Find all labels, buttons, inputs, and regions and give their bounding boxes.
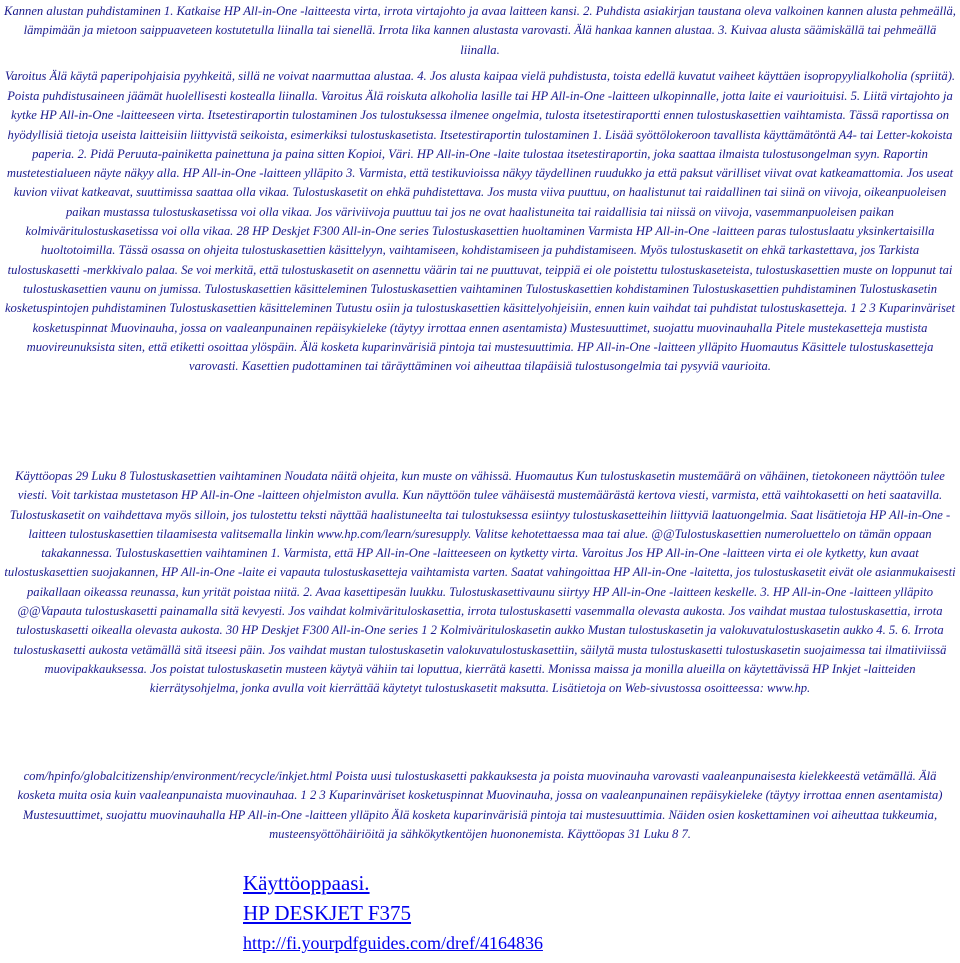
paragraph-replacing-cartridges: Käyttöopas 29 Luku 8 Tulostuskasettien vaihtaminen Noudata näitä ohjeita, kun muste on vähissä. Huomautus Kun tulostuskasetin mustemäärä on vähäinen, tietokoneen näyttöön tulee viesti. Voit tarkistaa mustetason HP All-in-One -laitteen ohjelmiston avulla. Kun näyttöön tulee vähäisestä mustemäärästä kertova viesti, varmista, että vaihtokasetti on heti saatavilla. Tulostuskasetit on vaihdettava myös silloin, jos tulostettu teksti näyttää haalistuneelta tai tulostuksessa esiintyy tulostuskasetteihin liittyviä laatuongelmia. Saat lisätietoja HP All-in-One -laitteen tulostuskasettien tilaamisesta valitsemalla linkin www.hp.com/learn/suresupply. Valitse kehotettaessa maa tai alue. @@Tulostuskasettien numeroluettelo on tämän oppaan takakannessa. Tulostuskasettien vaihtaminen 1. Varmista, että HP All-in-One -laitteeseen on kytketty virta. Varoitus Jos HP All-in-One -laitteen virta ei ole kytketty, kun avaat tulostuskasettien suojakannen, HP All-in-One -laite ei vapauta tulostuskasetteja vaihtamista varten. Saatat vahingoittaa HP All-in-One -laitetta, jos tulostuskasetit eivät ole asianmukaisesti paikallaan oikeassa reunassa, kun yrität poistaa niitä. 2. Avaa kasettipesän luukku. Tulostuskasettivaunu siirtyy HP All-in-One -laitteen keskelle. 3. HP All-in-One -laitteen ylläpito @@Vapauta tulostuskasetti painamalla sitä kevyesti. Jos vaihdat kolmivärituloskasettia, irrota tulostuskasetti vasemmalla olevasta aukosta. Jos vaihdat mustaa tulostuskasettia, irrota tulostuskasetti oikealla olevasta aukosta. 30 HP Deskjet F300 All-in-One series 1 2 Kolmivärituloskasetin aukko Mustan tulostuskasetin ja valokuvatulostuskasetin aukko 4. 5. 6. Irrota tulostuskasetti aukosta vetämällä sitä itseesi päin. Jos vaihdat mustan tulostuskasetin valokuvatulostuskasettiin, säilytä musta tulostuskasetti tulostuskasetin suojaimessa tai ilmatiiviissä muovipakkauksessa. Jos poistat tulostuskasetin musteen käytyä vähiin tai loputtua, kierrätä kasetti. Monissa maissa ja monilla alueilla on käytettävissä HP Inkjet -laitteiden kierrätysohjelma, jonka avulla voit kierrättää käytetyt tulostuskasetit maksutta. Lisätietoja on Web-sivustossa osoitteessa: www.hp. [4, 469, 956, 696]
paragraph-isopropyl-warning: Varoitus Älä käytä paperipohjaisia pyyhkeitä, sillä ne voivat naarmuttaa alustaa. 4. Jos alusta kaipaa vielä puhdistusta, toista edellä kuvatut vaiheet käyttäen isopropyylialkoholia (spriitä). [4, 69, 956, 83]
guide-link[interactable]: Käyttöoppaasi. [243, 871, 370, 895]
product-link[interactable]: HP DESKJET F375 [243, 901, 412, 925]
paragraph-self-test-and-cartridges: Poista puhdistusaineen jäämät huolellisesti kostealla liinalla. Varoitus Älä roiskuta alkoholia lasille tai HP All-in-One -laitteen ulkopinnalle, jotta laite ei vaurioituisi. 5. Liitä virtajohto ja kytke HP All-in-One -laitteeseen virta. Itsetestiraportin tulostaminen Jos tulostuksessa ilmenee ongelmia, tulosta itsetestiraportti ennen tulostuskasettien vaihtamista. Tässä raportissa on hyödyllisiä tietoja useista laitteisiin liittyvistä seikoista, esimerkiksi tulostuskasetista. Itsetestiraportin tulostaminen 1. Lisää syöttölokeroon tavallista käyttämätöntä A4- tai Letter-kokoista paperia. 2. Pidä Peruuta-painiketta painettuna ja paina sitten Kopioi, Väri. HP All-in-One -laite tulostaa itsetestiraportin, joka saattaa ilmaista tulostusongelman syyn. Raportin mustetestialueen näyte näkyy alla. HP All-in-One -laitteen ylläpito 3. Varmista, että testikuvioissa näkyy täydellinen ruudukko ja että paksut värilliset viivat ovat katkeamattomia. Jos useat kuvion viivat katkeavat, suuttimissa saattaa olla vikaa. Tulostuskasetit on ehkä puhdistettava. Jos musta viiva puuttuu, on haalistunut tai raidallinen tai siinä on viivoja, oikeanpuoleisen paikan mustassa tulostuskasetissa voi olla vikaa. Jos väriviivoja puuttuu tai jos ne ovat haalistuneita tai raidallisia tai niissä on viivoja, vasemmanpuoleisen paikan kolmiväritulostuskasetissa voi olla vikaa. 28 HP Deskjet F300 All-in-One series Tulostuskasettien huoltaminen Varmista HP All-in-One -laitteen paras tulostuslaatu yksinkertaisilla huoltotoimilla. Tässä osassa on ohjeita tulostuskasettien käsittelyyn, vaihtamiseen, kohdistamiseen ja puhdistamiseen. Myös tulostuskasetit on ehkä tarkastettava, jos Tarkista tulostuskasetti -merkkivalo palaa. Se voi merkitä, että tulostuskasetit on asennettu väärin tai ne puuttuvat, teippiä ei ole poistettu tulostuskaseteista, tulostuskasettien muste on loppunut tai tulostuskasettien vaunu on jumissa. Tulostuskasettien käsitteleminen Tulostuskasettien vaihtaminen Tulostuskasettien kohdistaminen Tulostuskasettien puhdistaminen Tulostuskasetin kosketuspintojen puhdistaminen Tulostuskasettien käsitteleminen Tutustu osiin ja tulostuskasettien käsittelyohjeisiin, ennen kuin vaihdat tai puhdistat tulostuskasetteja. 1 2 3 Kuparinväriset kosketuspinnat Muovinauha, jossa on vaaleanpunainen repäisykieleke (täytyy irrottaa ennen asentamista) Mustesuuttimet, suojattu muovinauhalla Pitele mustekasetteja mustista muovireunuksista siten, että etiketti osoittaa ylöspäin. Älä kosketa kuparinvärisiä pintoja tai mustesuuttimia. HP All-in-One -laitteen ylläpito Huomautus Käsittele tulostuskasetteja varovasti. Kasettien pudottaminen tai täräyttäminen voi aiheuttaa tilapäisiä tulostusongelmia tai pysyviä vaurioita. [4, 89, 956, 374]
paragraph-scanner-lid-cleaning: Kannen alustan puhdistaminen 1. Katkaise HP All-in-One -laitteesta virta, irrota virtajohto ja avaa laitteen kansi. 2. Puhdista asiakirjan taustana oleva valkoinen kannen alusta pehmeällä, lämpimään ja mietoon saippuaveteen kostutetulla liinalla tai sienellä. Irrota lika kannen alustasta varovasti. Älä hankaa kannen alustaa. 3. Kuivaa alusta säämiskällä tai pehmeällä liinalla. [4, 4, 956, 57]
url-link[interactable]: http://fi.yourpdfguides.com/dref/4164836 [243, 933, 543, 953]
link-block [243, 868, 643, 958]
paragraph-new-cartridge: com/hpinfo/globalcitizenship/environment/recycle/inkjet.html Poista uusi tulostuskasetti pakkauksesta ja poista muovinauha varovasti vaaleanpunaisesta kielekkeestä vetämällä. Älä kosketa muita osia kuin vaaleanpunaista muovinauhaa. 1 2 3 Kuparinväriset kosketuspinnat Muovinauha, jossa on vaaleanpunainen repäisykieleke (täytyy irrottaa ennen asentamista) Mustesuuttimet, suojattu muovinauhalla HP All-in-One -laitteen ylläpito Älä kosketa kuparinvärisiä pintoja tai mustesuuttimia. Näiden osien koskettaminen voi aiheuttaa tukkeumia, musteensyöttöhäiriöitä ja sähkökytkentöjen huononemista. Käyttöopas 31 Luku 8 7. [17, 769, 943, 841]
